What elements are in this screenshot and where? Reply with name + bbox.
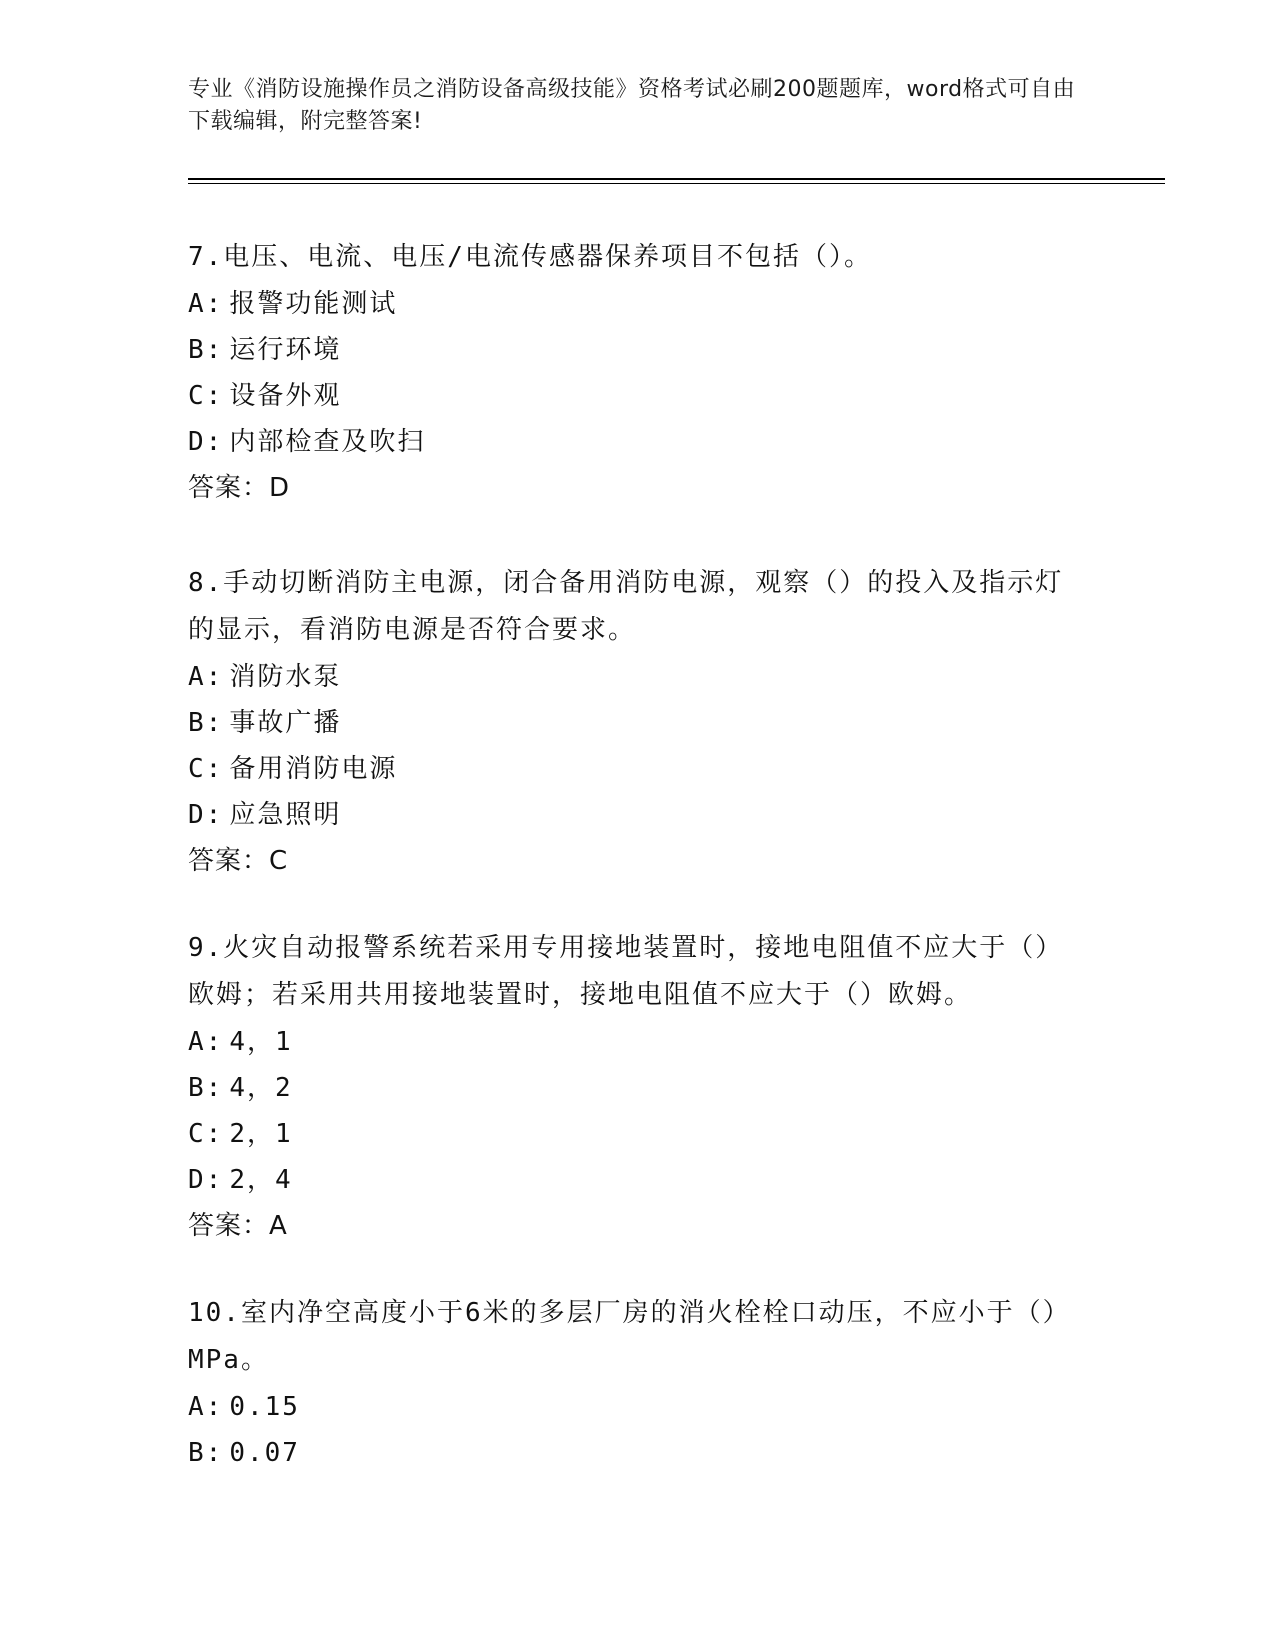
option-text: 运行环境 — [229, 335, 342, 365]
option-b — [188, 1065, 1068, 1111]
option-text: 4，1 — [229, 1027, 293, 1057]
header-divider-thick — [188, 178, 1165, 180]
option-key: C: — [188, 381, 224, 411]
option-b — [188, 700, 1068, 746]
answer-line: 答案：D — [188, 473, 291, 503]
option-key: B: — [188, 335, 224, 365]
document-header: 专业《消防设施操作员之消防设备高级技能》资格考试必刷200题题库，word格式可自由下载编辑，附完整答案! — [188, 77, 1076, 134]
question-stem: 8.手动切断消防主电源，闭合备用消防电源，观察（）的投入及指示灯的显示，看消防电源是否符合要求。 — [188, 568, 1064, 645]
answer-line: 答案：A — [188, 1211, 288, 1241]
option-text: 备用消防电源 — [229, 754, 398, 784]
option-key: A: — [188, 1392, 224, 1422]
option-a — [188, 1384, 1068, 1430]
option-key: C: — [188, 754, 224, 784]
option-text: 2，4 — [229, 1165, 293, 1195]
option-text: 应急照明 — [229, 800, 342, 830]
option-key: D: — [188, 800, 224, 830]
option-text: 0.15 — [229, 1392, 300, 1422]
option-c — [188, 746, 1068, 792]
option-b — [188, 1430, 1068, 1476]
question-stem: 9.火灾自动报警系统若采用专用接地装置时，接地电阻值不应大于（）欧姆；若采用共用接地装置时，接地电阻值不应大于（）欧姆。 — [188, 933, 1064, 1010]
option-key: A: — [188, 289, 224, 319]
option-text: 0.07 — [229, 1438, 300, 1468]
option-key: C: — [188, 1119, 224, 1149]
option-key: A: — [188, 662, 224, 692]
option-c — [188, 373, 1068, 419]
question-7 — [188, 234, 1068, 511]
question-8 — [188, 560, 1068, 884]
question-10 — [188, 1290, 1068, 1476]
header-divider-thin — [188, 183, 1165, 184]
option-text: 事故广播 — [229, 708, 342, 738]
option-text: 报警功能测试 — [229, 289, 398, 319]
option-key: B: — [188, 708, 224, 738]
option-a — [188, 654, 1068, 700]
option-b — [188, 327, 1068, 373]
option-text: 设备外观 — [229, 381, 342, 411]
option-text: 4，2 — [229, 1073, 293, 1103]
question-9 — [188, 925, 1068, 1249]
option-key: A: — [188, 1027, 224, 1057]
option-text: 内部检查及吹扫 — [229, 427, 426, 457]
question-stem: 7.电压、电流、电压/电流传感器保养项目不包括（）。 — [188, 242, 872, 272]
option-text: 消防水泵 — [229, 662, 342, 692]
option-d — [188, 1157, 1068, 1203]
option-d — [188, 792, 1068, 838]
option-a — [188, 1019, 1068, 1065]
option-a — [188, 281, 1068, 327]
question-stem: 10.室内净空高度小于6米的多层厂房的消火栓栓口动压，不应小于（）MPa。 — [188, 1298, 1058, 1375]
option-c — [188, 1111, 1068, 1157]
option-key: D: — [188, 1165, 224, 1195]
option-text: 2，1 — [229, 1119, 293, 1149]
option-key: B: — [188, 1073, 224, 1103]
answer-line: 答案：C — [188, 846, 289, 876]
option-key: B: — [188, 1438, 224, 1468]
option-key: D: — [188, 427, 224, 457]
option-d — [188, 419, 1068, 465]
